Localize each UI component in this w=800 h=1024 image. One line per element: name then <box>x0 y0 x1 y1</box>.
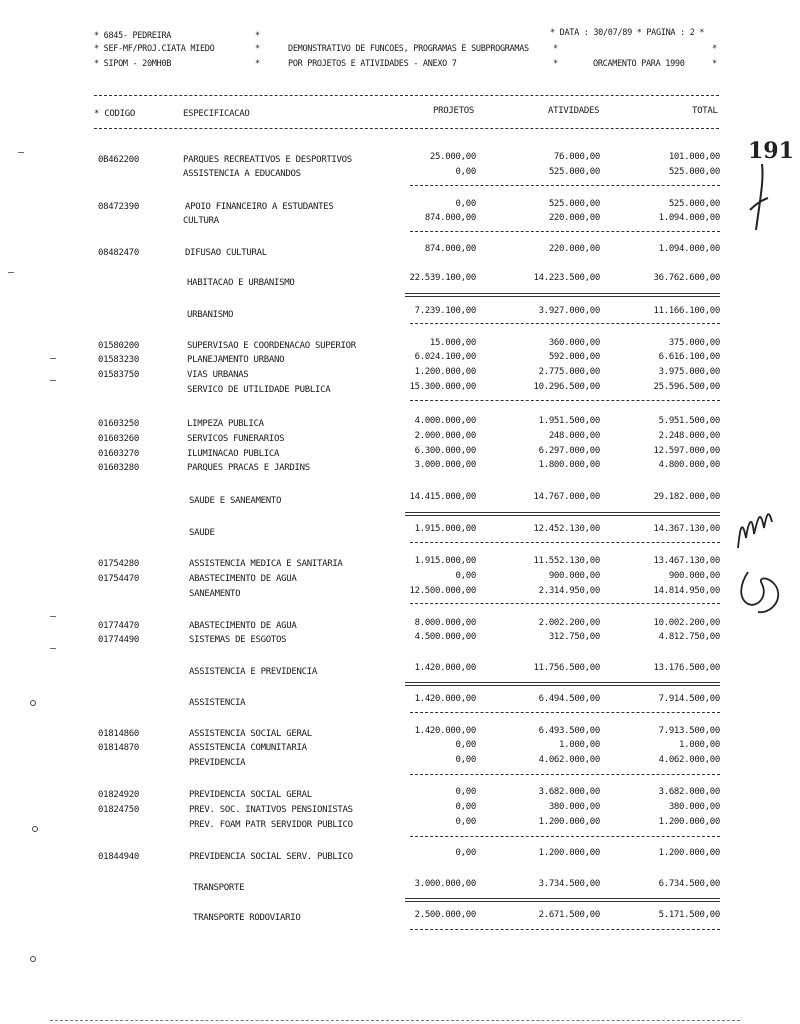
row-ativ: 592.000,00 <box>548 352 600 362</box>
row-code: 08472390 <box>98 202 139 212</box>
row-proj: 874.000,00 <box>424 213 476 223</box>
row-ativ: 6.493.500,00 <box>538 726 600 736</box>
row-proj: 0,00 <box>455 848 476 858</box>
row-rule <box>410 231 720 232</box>
row-desc: TRANSPORTE RODOVIARIO <box>193 913 301 923</box>
row-total: 1.094.000,00 <box>658 244 720 254</box>
row-total: 29.182.000,00 <box>653 492 720 502</box>
row-total: 14.814.950,00 <box>653 586 720 596</box>
row-total: 7.913.500,00 <box>658 726 720 736</box>
row-desc: SERVICOS FUNERARIOS <box>187 434 285 444</box>
row-proj: 4.000.000,00 <box>414 416 476 426</box>
header-left-line2: * SEF-MF/PROJ.CIATA MIEDO <box>94 44 215 54</box>
row-proj: 0,00 <box>455 755 476 765</box>
row-rule <box>410 400 720 401</box>
row-rule <box>410 774 720 775</box>
row-ativ: 2.314.950,00 <box>538 586 600 596</box>
row-ativ: 2.671.500,00 <box>538 910 600 920</box>
row-desc: PREVIDENCIA <box>189 758 246 768</box>
row-total: 3.975.000,00 <box>658 367 720 377</box>
row-ativ: 2.002.200,00 <box>538 618 600 628</box>
row-ativ: 6.494.500,00 <box>538 694 600 704</box>
header-right-end-star-3: * <box>712 59 717 69</box>
row-ativ: 6.297.000,00 <box>538 446 600 456</box>
header-star-3: * <box>255 59 260 69</box>
row-total: 1.094.000,00 <box>658 213 720 223</box>
row-proj: 1.200.000,00 <box>414 367 476 377</box>
row-total: 4.062.000,00 <box>658 755 720 765</box>
row-code: 08482470 <box>98 248 139 258</box>
row-proj: 0,00 <box>455 199 476 209</box>
row-total: 5.171.500,00 <box>658 910 720 920</box>
page-number-handwritten: 191 <box>748 138 794 164</box>
column-total: TOTAL <box>692 106 718 116</box>
row-total: 6.616.100,00 <box>658 352 720 362</box>
header-right-star-3: * <box>553 59 558 69</box>
row-proj: 0,00 <box>455 740 476 750</box>
row-proj: 14.415.000,00 <box>409 492 476 502</box>
scan-mark <box>50 648 56 649</box>
row-proj: 1.915.000,00 <box>414 524 476 534</box>
row-total: 4.812.750,00 <box>658 632 720 642</box>
row-desc: CULTURA <box>183 216 219 226</box>
row-desc: URBANISMO <box>187 310 234 320</box>
row-proj: 1.420.000,00 <box>414 694 476 704</box>
column-code: * CODIGO <box>94 109 135 119</box>
row-proj: 6.300.000,00 <box>414 446 476 456</box>
punch-hole <box>30 700 36 706</box>
row-total: 13.467.130,00 <box>653 556 720 566</box>
row-desc: APOIO FINANCEIRO A ESTUDANTES <box>185 202 334 212</box>
row-total: 5.951.500,00 <box>658 416 720 426</box>
header-title-line2: POR PROJETOS E ATIVIDADES - ANEXO 7 <box>288 59 457 69</box>
row-code: 01603270 <box>98 449 139 459</box>
row-ativ: 525.000,00 <box>548 199 600 209</box>
row-ativ: 1.200.000,00 <box>538 848 600 858</box>
row-total: 525.000,00 <box>668 199 720 209</box>
row-ativ: 220.000,00 <box>548 213 600 223</box>
row-proj: 0,00 <box>455 817 476 827</box>
scan-mark <box>50 380 56 381</box>
row-total: 101.000,00 <box>668 152 720 162</box>
row-total: 380.000,00 <box>668 802 720 812</box>
row-desc: ABASTECIMENTO DE AGUA <box>189 574 297 584</box>
row-code: 01583230 <box>98 355 139 365</box>
row-total: 525.000,00 <box>668 167 720 177</box>
row-desc: SISTEMAS DE ESGOTOS <box>189 635 287 645</box>
row-desc: PREVIDENCIA SOCIAL GERAL <box>189 790 312 800</box>
row-ativ: 14.223.500,00 <box>533 273 600 283</box>
row-code: 0B462200 <box>98 155 139 165</box>
header-right-end-star-2: * <box>712 44 717 54</box>
row-code: 01774490 <box>98 635 139 645</box>
row-ativ: 1.800.000,00 <box>538 460 600 470</box>
row-desc: ASSISTENCIA <box>189 698 246 708</box>
row-ativ: 3.734.500,00 <box>538 879 600 889</box>
row-desc: SERVICO DE UTILIDADE PUBLICA <box>187 385 331 395</box>
row-desc: ABASTECIMENTO DE AGUA <box>189 621 297 631</box>
header-title-line1: DEMONSTRATIVO DE FUNCOES, PROGRAMAS E SUBPROGRAMAS <box>288 44 529 54</box>
row-proj: 874.000,00 <box>424 244 476 254</box>
row-desc: SUPERVISAO E COORDENACAO SUPERIOR <box>187 341 356 351</box>
row-proj: 1.420.000,00 <box>414 663 476 673</box>
row-proj: 0,00 <box>455 787 476 797</box>
row-proj: 1.420.000,00 <box>414 726 476 736</box>
row-code: 01814870 <box>98 743 139 753</box>
handwritten-mark-icon <box>740 160 780 240</box>
row-code: 01844940 <box>98 852 139 862</box>
row-proj: 0,00 <box>455 571 476 581</box>
row-ativ: 76.000,00 <box>553 152 600 162</box>
row-ativ: 360.000,00 <box>548 338 600 348</box>
row-ativ: 900.000,00 <box>548 571 600 581</box>
row-code: 01580200 <box>98 341 139 351</box>
row-total: 25.596.500,00 <box>653 382 720 392</box>
row-ativ: 4.062.000,00 <box>538 755 600 765</box>
row-desc: ASSISTENCIA E PREVIDENCIA <box>189 667 317 677</box>
row-total: 13.176.500,00 <box>653 663 720 673</box>
row-desc: PARQUES PRACAS E JARDINS <box>187 463 310 473</box>
row-double-rule <box>405 512 720 516</box>
row-proj: 3.000.000,00 <box>414 879 476 889</box>
row-rule <box>410 836 720 837</box>
row-total: 12.597.000,00 <box>653 446 720 456</box>
row-total: 14.367.130,00 <box>653 524 720 534</box>
row-total: 2.248.000,00 <box>658 431 720 441</box>
row-desc: SAUDE E SANEAMENTO <box>189 496 282 506</box>
row-proj: 22.539.100,00 <box>409 273 476 283</box>
header-orcamento: ORCAMENTO PARA 1990 <box>593 59 685 69</box>
row-ativ: 248.000,00 <box>548 431 600 441</box>
row-proj: 6.024.100,00 <box>414 352 476 362</box>
row-ativ: 10.296.500,00 <box>533 382 600 392</box>
row-proj: 15.300.000,00 <box>409 382 476 392</box>
row-proj: 2.500.000,00 <box>414 910 476 920</box>
row-desc: VIAS URBANAS <box>187 370 249 380</box>
row-desc: ASSISTENCIA MEDICA E SANITARIA <box>189 559 343 569</box>
row-code: 01824920 <box>98 790 139 800</box>
scan-mark <box>8 272 14 273</box>
row-total: 10.002.200,00 <box>653 618 720 628</box>
row-desc: TRANSPORTE <box>193 883 245 893</box>
row-ativ: 220.000,00 <box>548 244 600 254</box>
punch-hole <box>32 826 38 832</box>
row-desc: ASSISTENCIA SOCIAL GERAL <box>189 729 312 739</box>
row-proj: 0,00 <box>455 167 476 177</box>
row-rule <box>410 712 720 713</box>
row-desc: HABITACAO E URBANISMO <box>187 278 295 288</box>
header-left-line1: * 6845- PEDREIRA <box>94 31 172 41</box>
row-total: 6.734.500,00 <box>658 879 720 889</box>
row-total: 36.762.600,00 <box>653 273 720 283</box>
row-double-rule <box>405 898 720 902</box>
row-desc: PREV. FOAM PATR SERVIDOR PUBLICO <box>189 820 353 830</box>
row-ativ: 1.000,00 <box>559 740 600 750</box>
row-desc: PREV. SOC. INATIVOS PENSIONISTAS <box>189 805 353 815</box>
row-code: 01814860 <box>98 729 139 739</box>
row-double-rule <box>405 293 720 297</box>
row-rule <box>410 323 720 324</box>
row-ativ: 312.750,00 <box>548 632 600 642</box>
row-total: 11.166.100,00 <box>653 306 720 316</box>
row-code: 01774470 <box>98 621 139 631</box>
row-code: 01583750 <box>98 370 139 380</box>
row-rule <box>410 185 720 186</box>
row-proj: 25.000,00 <box>429 152 476 162</box>
signature-icon <box>728 488 794 628</box>
header-star-2: * <box>255 44 260 54</box>
row-desc: SANEAMENTO <box>189 589 241 599</box>
row-desc: PLANEJAMENTO URBANO <box>187 355 285 365</box>
row-proj: 0,00 <box>455 802 476 812</box>
row-rule <box>410 603 720 604</box>
page-bottom-edge <box>50 1020 740 1021</box>
scan-mark <box>50 616 56 617</box>
row-total: 4.800.000,00 <box>658 460 720 470</box>
row-code: 01824750 <box>98 805 139 815</box>
row-ativ: 3.682.000,00 <box>538 787 600 797</box>
header-left-line3: * SIPOM - 20MH0B <box>94 59 172 69</box>
row-total: 1.000,00 <box>679 740 720 750</box>
row-ativ: 12.452.130,00 <box>533 524 600 534</box>
row-desc: DIFUSAO CULTURAL <box>185 248 267 258</box>
row-ativ: 11.756.500,00 <box>533 663 600 673</box>
row-ativ: 1.200.000,00 <box>538 817 600 827</box>
row-code: 01603260 <box>98 434 139 444</box>
row-desc: ASSISTENCIA A EDUCANDOS <box>183 169 301 179</box>
row-ativ: 3.927.000,00 <box>538 306 600 316</box>
row-code: 01754280 <box>98 559 139 569</box>
column-desc: ESPECIFICACAO <box>183 109 250 119</box>
row-desc: ILUMINACAO PUBLICA <box>187 449 280 459</box>
header-right-star-2: * <box>553 44 558 54</box>
row-double-rule <box>405 682 720 686</box>
row-total: 900.000,00 <box>668 571 720 581</box>
row-ativ: 525.000,00 <box>548 167 600 177</box>
column-ativ: ATIVIDADES <box>548 106 600 116</box>
row-proj: 8.000.000,00 <box>414 618 476 628</box>
column-proj: PROJETOS <box>433 106 474 116</box>
row-ativ: 1.951.500,00 <box>538 416 600 426</box>
row-total: 1.200.000,00 <box>658 817 720 827</box>
header-date: * DATA : 30/07/89 * PAGINA : 2 * <box>550 28 705 38</box>
row-total: 375.000,00 <box>668 338 720 348</box>
row-proj: 3.000.000,00 <box>414 460 476 470</box>
row-desc: ASSISTENCIA COMUNITARIA <box>189 743 307 753</box>
row-proj: 12.500.000,00 <box>409 586 476 596</box>
row-total: 3.682.000,00 <box>658 787 720 797</box>
row-code: 01754470 <box>98 574 139 584</box>
row-code: 01603250 <box>98 419 139 429</box>
punch-hole <box>30 956 36 962</box>
row-code: 01603280 <box>98 463 139 473</box>
row-desc: PREVIDENCIA SOCIAL SERV. PUBLICO <box>189 852 353 862</box>
header-rule-bottom <box>94 128 719 129</box>
row-rule <box>410 542 720 543</box>
scan-mark <box>18 152 24 153</box>
row-desc: PARQUES RECREATIVOS E DESPORTIVOS <box>183 155 352 165</box>
row-proj: 1.915.000,00 <box>414 556 476 566</box>
row-proj: 4.500.000,00 <box>414 632 476 642</box>
row-total: 1.200.000,00 <box>658 848 720 858</box>
row-ativ: 380.000,00 <box>548 802 600 812</box>
header-star-1: * <box>255 31 260 41</box>
row-ativ: 11.552.130,00 <box>533 556 600 566</box>
header-rule-top <box>94 95 719 96</box>
row-proj: 2.000.000,00 <box>414 431 476 441</box>
scan-mark <box>50 358 56 359</box>
row-proj: 15.000,00 <box>429 338 476 348</box>
row-desc: LIMPEZA PUBLICA <box>187 419 264 429</box>
row-ativ: 14.767.000,00 <box>533 492 600 502</box>
row-desc: SAUDE <box>189 528 215 538</box>
row-ativ: 2.775.000,00 <box>538 367 600 377</box>
row-total: 7.914.500,00 <box>658 694 720 704</box>
row-proj: 7.239.100,00 <box>414 306 476 316</box>
row-rule <box>410 929 720 930</box>
